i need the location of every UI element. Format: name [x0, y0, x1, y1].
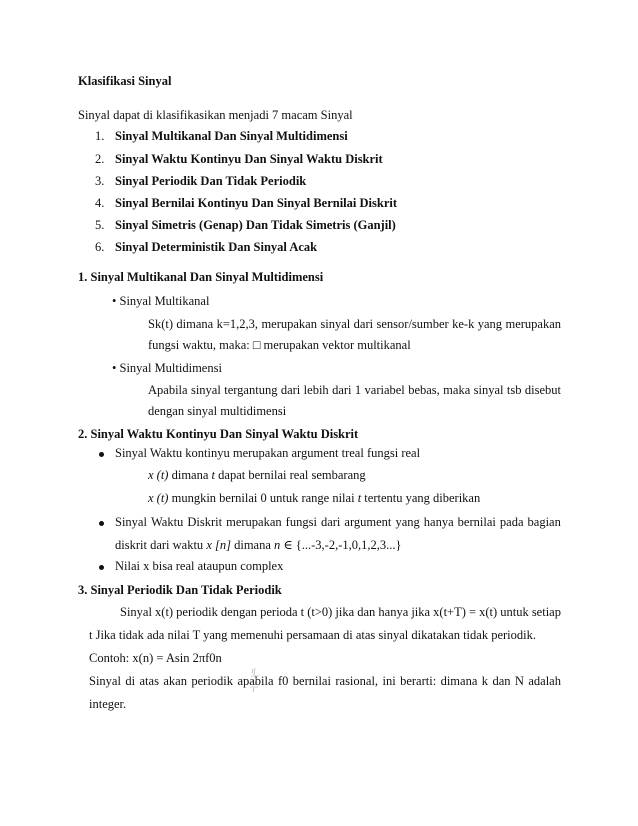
toc-num-1: 1.: [95, 129, 105, 143]
word: x(t): [479, 605, 498, 619]
toc-num-4: 4.: [95, 196, 105, 210]
text: dimana: [230, 538, 275, 552]
section2-bullet2-line2: [115, 537, 402, 553]
word: akan: [163, 674, 187, 688]
word: sinyal: [190, 383, 221, 397]
toc-item-2: Sinyal Waktu Kontinyu Dan Sinyal Waktu Diskrit: [115, 152, 383, 166]
toc-num-2: 2.: [95, 152, 105, 166]
text: dimana: [168, 468, 212, 482]
section2-bullet1: Sinyal Waktu kontinyu merupakan argument treal fungsi real: [115, 446, 421, 460]
math-t: t: [357, 491, 362, 505]
text: dapat bernilai real sembarang: [215, 468, 366, 482]
bullet-dot-icon: [99, 452, 104, 457]
word: disebut: [524, 383, 561, 397]
word: adalah: [528, 674, 561, 688]
word: hanya: [378, 605, 409, 619]
section1-bullet1-line1: [148, 317, 561, 332]
word: dari: [353, 317, 374, 331]
word: Sinyal: [120, 605, 152, 619]
fraction-formula-icon: [240, 667, 270, 693]
word: Sinyal: [115, 515, 147, 529]
toc-num-3: 3.: [95, 174, 105, 188]
word: di: [125, 674, 136, 688]
word: berarti:: [400, 674, 437, 688]
word: dimana: [176, 317, 214, 331]
word: Diskrit: [187, 515, 223, 529]
section2-bullet2-line1: [115, 515, 561, 530]
word: rasional,: [335, 674, 379, 688]
word: k: [481, 674, 489, 688]
word: x(t): [155, 605, 174, 619]
section2-bullet3: Nilai x bisa real ataupun complex: [115, 559, 284, 573]
word: =: [468, 605, 477, 619]
word: yang: [477, 317, 503, 331]
text: mungkin bernilai 0 untuk range nilai: [168, 491, 358, 505]
section1-bullet2-title: • Sinyal Multidimensi: [112, 361, 222, 375]
toc-num-5: 5.: [95, 218, 105, 232]
toc-item-5: Sinyal Simetris (Genap) Dan Tidak Simetris (Ganjil): [115, 218, 396, 232]
section3-para1-line2: t Jika tidak ada nilai T yang memenuhi persamaan di atas sinyal dikatakan tidak periodik.: [89, 628, 536, 642]
word: pada: [499, 515, 524, 529]
word: apabila: [237, 674, 274, 688]
word: Apabila: [148, 383, 188, 397]
word: sinyal: [473, 383, 504, 397]
word: setiap: [531, 605, 561, 619]
word: bernilai: [292, 674, 331, 688]
text: diskrit dari waktu: [115, 538, 207, 552]
section1-bullet1-line2: fungsi waktu, maka: □ merupakan vektor multikanal: [148, 338, 411, 352]
bullet-dot-icon: [99, 565, 104, 570]
word: merupakan: [226, 515, 282, 529]
word: dengan: [220, 605, 258, 619]
word: bebas,: [408, 383, 440, 397]
document-title: Klasifikasi Sinyal: [78, 74, 172, 88]
math-t: t: [211, 468, 216, 482]
toc-item-1: Sinyal Multikanal Dan Sinyal Multidimensi: [115, 129, 348, 143]
word: merupakan: [505, 317, 561, 331]
section1-bullet2-line1: [148, 383, 561, 398]
word: t: [300, 605, 305, 619]
section3-para1-line1: [120, 605, 561, 620]
math-set: ∈ {...-3,-2,-1,0,1,2,3...}: [280, 538, 402, 552]
math-n: n: [274, 538, 281, 552]
word: perioda: [260, 605, 298, 619]
word: atas: [139, 674, 159, 688]
word: (t>0): [307, 605, 333, 619]
toc-item-3: Sinyal Periodik Dan Tidak Periodik: [115, 174, 307, 188]
word: tsb: [506, 383, 522, 397]
word: 1: [354, 383, 362, 397]
section2-heading: 2. Sinyal Waktu Kontinyu Dan Sinyal Waktu Diskrit: [78, 427, 359, 441]
word: untuk: [500, 605, 529, 619]
word: sinyal: [320, 317, 351, 331]
word: dari: [280, 383, 301, 397]
word: x(t+T): [433, 605, 466, 619]
section1-bullet1-title: • Sinyal Multikanal: [112, 294, 210, 308]
text: tertentu yang diberikan: [361, 491, 481, 505]
word: bernilai: [457, 515, 496, 529]
word: argument: [344, 515, 392, 529]
word: dimana: [440, 674, 478, 688]
word: N: [514, 674, 524, 688]
word: ke-k: [452, 317, 475, 331]
word: dan: [492, 674, 511, 688]
word: f0: [277, 674, 289, 688]
word: jika: [335, 605, 355, 619]
word: variabel: [364, 383, 405, 397]
word: sensor/sumber: [376, 317, 449, 331]
math-x-n: x [n]: [206, 538, 231, 552]
word: dan: [357, 605, 376, 619]
word: merupakan: [261, 317, 317, 331]
section1-bullet2-line2: dengan sinyal multidimensi: [148, 404, 287, 418]
math-x-t: x (t): [148, 468, 169, 482]
word: periodik: [176, 605, 218, 619]
toc-item-6: Sinyal Deterministik Dan Sinyal Acak: [115, 240, 318, 254]
section3-heading: 3. Sinyal Periodik Dan Tidak Periodik: [78, 583, 282, 597]
section2-bullet1-sub1: [148, 468, 366, 483]
word: Waktu: [150, 515, 184, 529]
bullet-dot-icon: [99, 521, 104, 526]
word: lebih: [303, 383, 329, 397]
section3-para2-line2: integer.: [89, 697, 127, 711]
section1-heading: 1. Sinyal Multikanal Dan Sinyal Multidimensi: [78, 270, 324, 284]
word: fungsi: [285, 515, 317, 529]
section3-example: Contoh: x(n) = Asin 2πf0n: [89, 651, 222, 665]
intro-text: Sinyal dapat di klasifikasikan menjadi 7 macam Sinyal: [78, 108, 353, 122]
toc-item-4: Sinyal Bernilai Kontinyu Dan Sinyal Bernilai Diskrit: [115, 196, 398, 210]
word: tergantung: [224, 383, 278, 397]
word: periodik: [191, 674, 234, 688]
word: ini: [382, 674, 396, 688]
word: dari: [320, 515, 341, 529]
word: yang: [395, 515, 420, 529]
math-x-t: x (t): [148, 491, 169, 505]
section2-bullet1-sub2: [148, 491, 480, 506]
word: jika: [411, 605, 431, 619]
section3-para2-line1: [89, 674, 561, 689]
word: k=1,2,3,: [216, 317, 259, 331]
word: Sinyal: [89, 674, 121, 688]
word: bagian: [527, 515, 561, 529]
word: dari: [332, 383, 352, 397]
word: maka: [443, 383, 471, 397]
word: hanya: [423, 515, 454, 529]
toc-num-6: 6.: [95, 240, 105, 254]
word: Sk(t): [148, 317, 173, 331]
